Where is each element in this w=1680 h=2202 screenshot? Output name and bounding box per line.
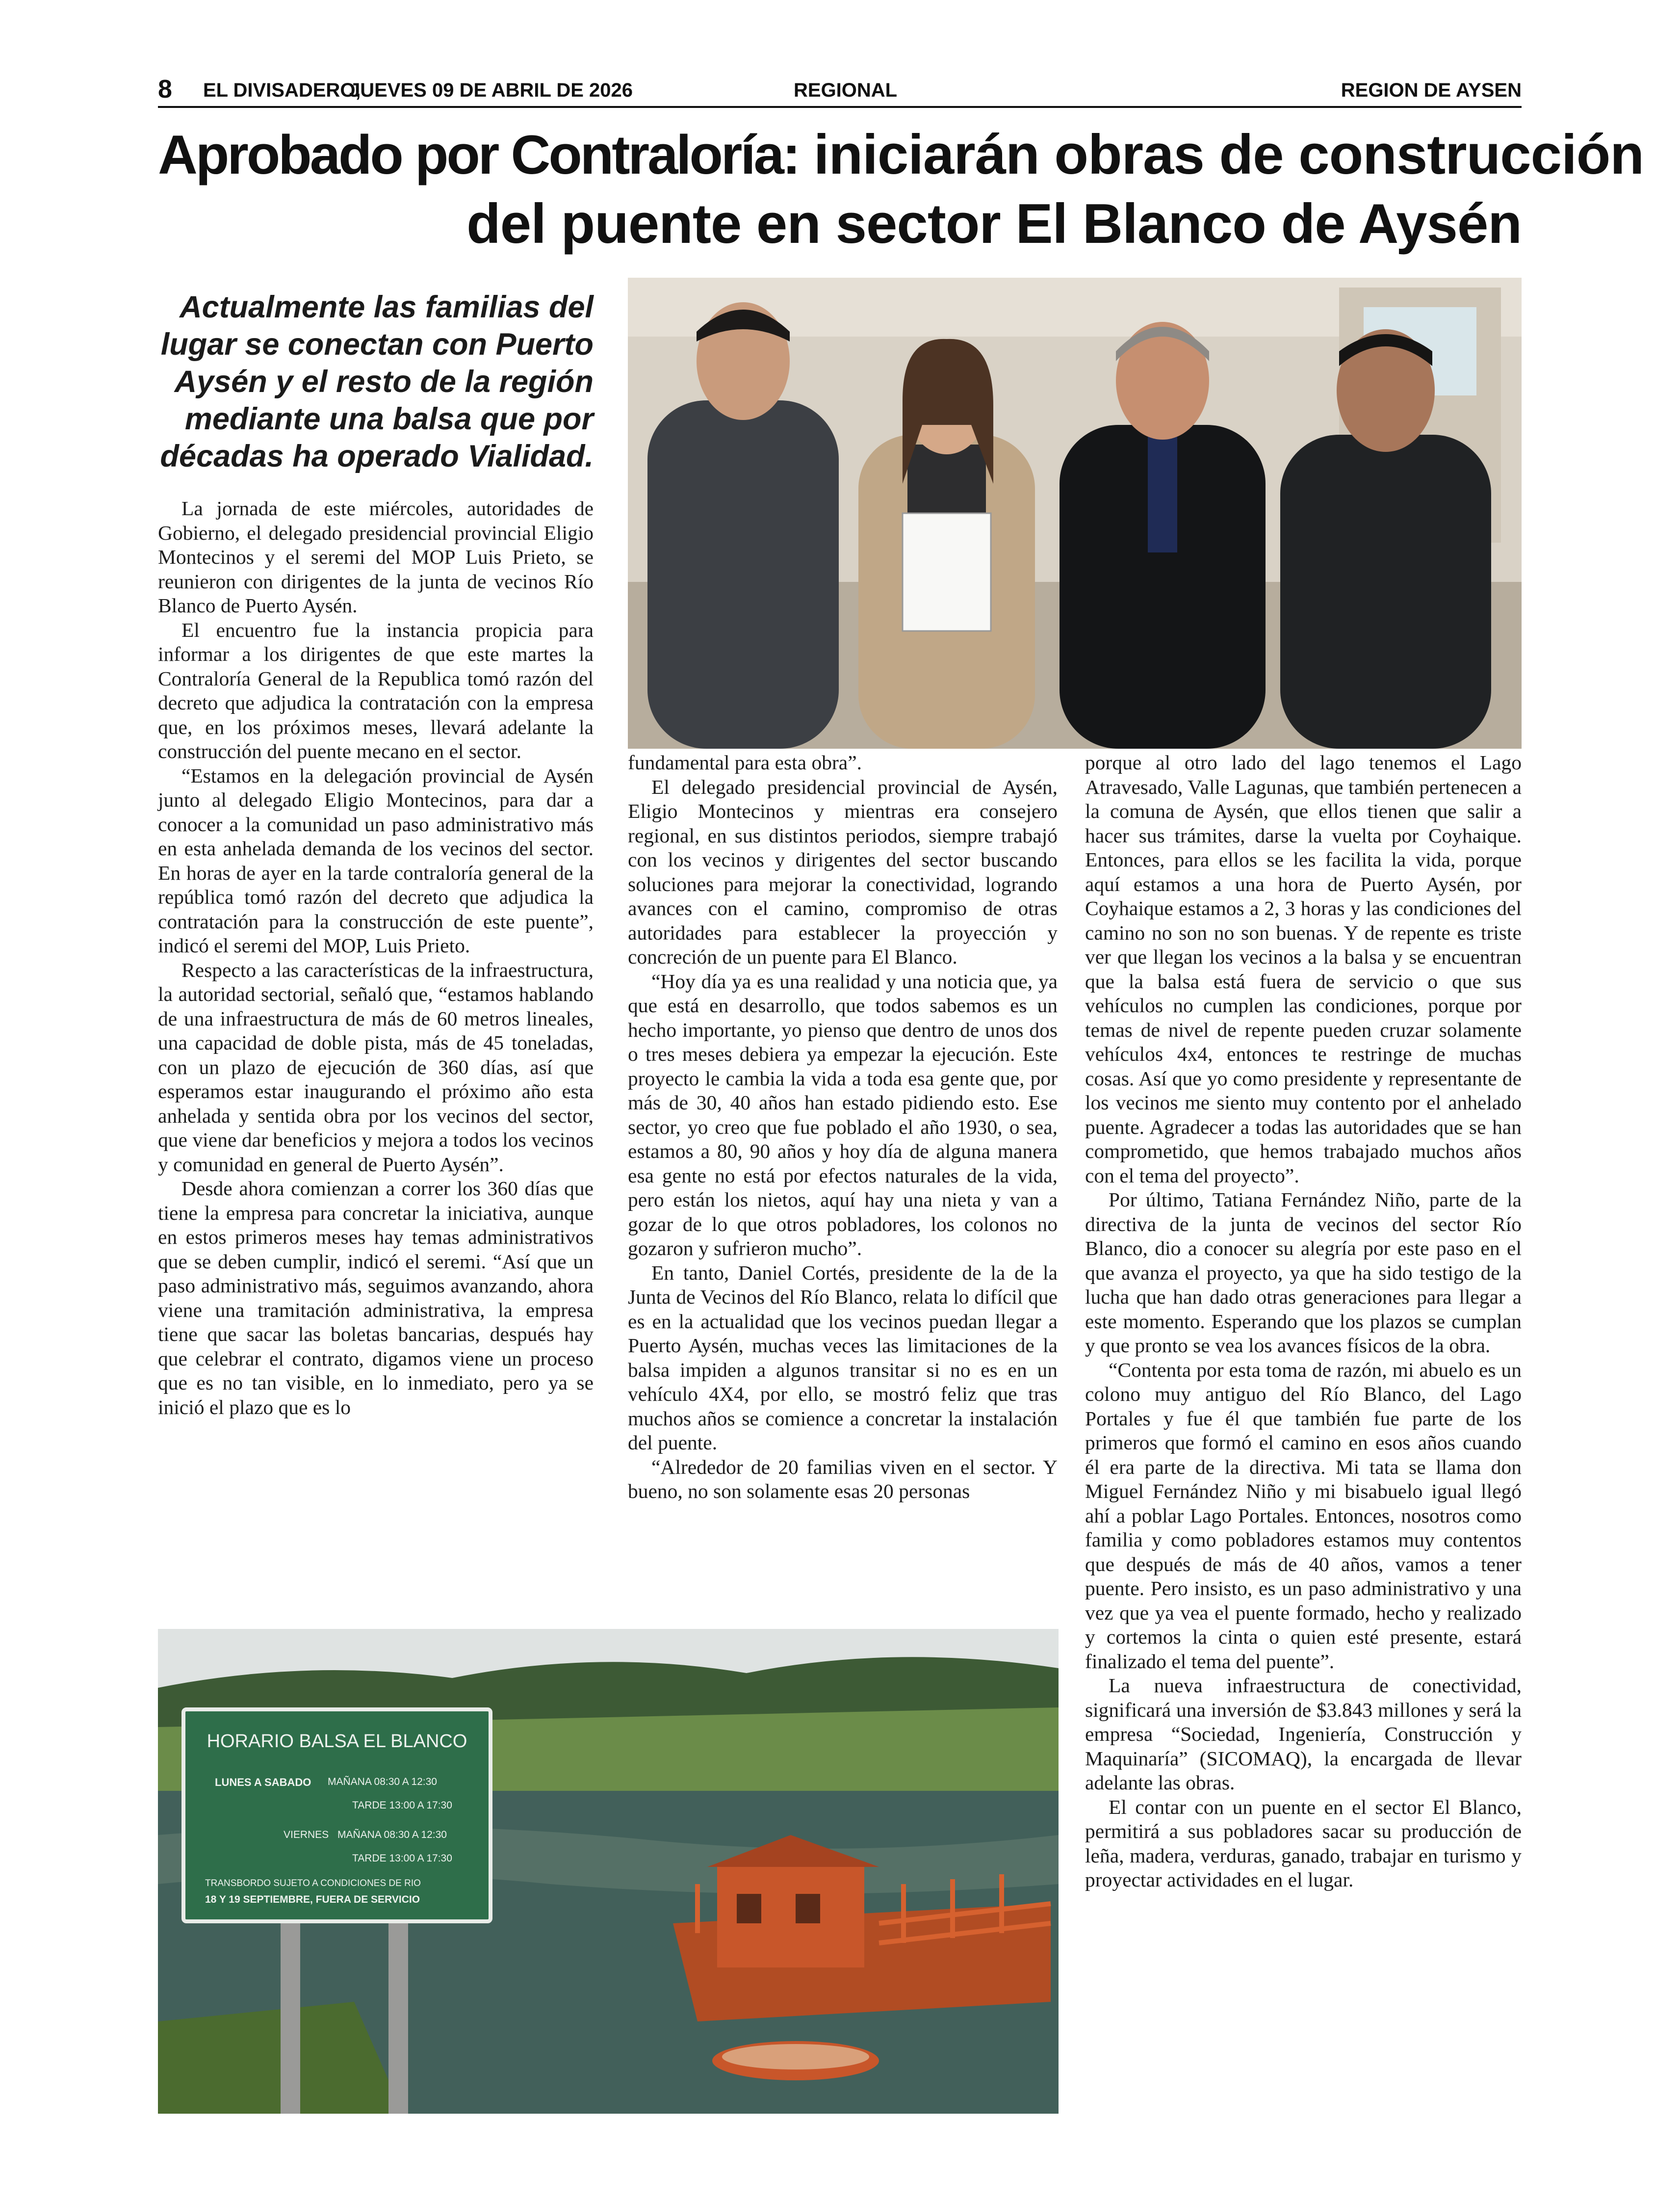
paragraph: fundamental para esta obra”. — [628, 751, 862, 774]
paragraph: El contar con un puente en el sector El Blanco, permitirá a sus pobladores sacar su producción de leña, madera, verduras, ganado, trabajar en turismo y proyectar actividades en el lugar. — [1085, 1795, 1522, 1891]
paragraph: El delegado presidencial provincial de Aysén, Eligio Montecinos y mientras era consejero regional, en sus distintos periodos, siempre trabajó con los vecinos y dirigentes del sector buscando soluciones para mejorar la conectividad, logrando avances con el camino, compromiso de otras autoridades para establecer la proyección y concreción de un puente para El Blanco. — [628, 775, 1058, 968]
ferry-schedule-sign — [181, 1707, 492, 1923]
headline-line-2: del puente en sector El Blanco de Aysén — [466, 193, 1522, 255]
paragraph: porque al otro lado del lago tenemos el Lago Atravesado, Valle Lagunas, que también pertenecen a la comuna de Aysén, que ellos tienen que salir a hacer sus trámites, darse la vuelta por Coyhaique. Entonces, para ellos se les facilita la vida, porque aquí estamos a una hora de Puerto Aysén, por Coyhaique estamos a 2, 3 horas y las condiciones del camino no son no son buenas. Y de repente es triste ver que llegan los vecinos a la balsa y se encuentran que la balsa está fuera de servicio o que sus vehículos no cumplen las condiciones, porque por temas de nivel de repente pueden cruzar solamente vehículos 4x4, entonces te restringe de muchas cosas. Así que yo como presidente y representante de los vecinos me siento muy contento por el anhelado puente. Agradecer a todas las autoridades que se han comprometido, que hemos trabajado muchos años con el tema del proyecto”. — [1085, 751, 1522, 1187]
paragraph: La nueva infraestructura de conectividad, significará una inversión de $3.843 millones y será la empresa “Sociedad, Ingeniería, Construcción y Maquinaría” (SICOMAQ), la encargada de llevar adelante las obras. — [1085, 1674, 1522, 1794]
ferry-photo — [158, 1629, 1059, 2114]
region-label: REGION DE AYSEN — [1341, 79, 1522, 101]
paragraph: “Alrededor de 20 familias viven en el sector. Y bueno, no son solamente esas 20 personas — [628, 1455, 1058, 1502]
header-rule — [158, 106, 1522, 108]
sign-row2-morning: MAÑANA 08:30 A 12:30 — [337, 1829, 447, 1840]
paragraph: “Contenta por esta toma de razón, mi abuelo es un colono muy antiguo del Río Blanco, del Lago Portales y fue él que también fue parte de los primeros que formó el camino en esos años cuando él era parte de la directiva. Mi tata se llama don Miguel Fernández Niño y mi bisabuelo igual llegó ahí a poblar Lago Portales. Entonces, nosotros como familia y como pobladores estamos muy contentos que después de más de 40 años, vamos a tener puente. Pero insisto, es un paso administrativo y una vez que ya vea el puente formado, hecho y realizado y cortemos la cinta o quien esté presente, estará finalizado el tema del puente”. — [1085, 1358, 1522, 1673]
paragraph: Por último, Tatiana Fernández Niño, parte de la directiva de la junta de vecinos del sector Río Blanco, dio a conocer su alegría por este paso en el que avanza el proyecto, ya que ha sido testigo de la lucha que han dado otras generaciones para llegar a este momento. Esperando que los plazos se cumplan y que pronto se vea los avances físicos de la obra. — [1085, 1188, 1522, 1357]
sign-row1-morning: MAÑANA 08:30 A 12:30 — [328, 1776, 437, 1787]
sign-row1-day: LUNES A SABADO — [215, 1776, 311, 1788]
sign-note-2: 18 Y 19 SEPTIEMBRE, FUERA DE SERVICIO — [205, 1894, 420, 1905]
paragraph: En tanto, Daniel Cortés, presidente de la de la Junta de Vecinos del Río Blanco, relata lo difícil que es en la actualidad que los vecinos puedan llegar a Puerto Aysén, muchas veces las limitaciones de la balsa impiden a algunos transitar si no es en un vehículo 4X4, por ello, se mostró feliz que tras muchos años se comience a concretar la instalación del puente. — [628, 1261, 1058, 1454]
headline-line-1-rest: iniciarán obras de construcción — [813, 124, 1644, 186]
sign-note: TRANSBORDO SUJETO A CONDICIONES DE RIO — [205, 1878, 421, 1888]
headline-bold-prefix: Aprobado por Contraloría: — [158, 124, 799, 185]
sign-row2-afternoon: TARDE 13:00 A 17:30 — [352, 1853, 452, 1864]
publication-name: EL DIVISADERO, — [203, 79, 361, 101]
sign-title: HORARIO BALSA EL BLANCO — [207, 1731, 467, 1752]
paragraph: Respecto a las características de la infraestructura, la autoridad sectorial, señaló que, “estamos hablando de una infraestructura de más de 60 metros lineales, una capacidad de doble pista, más de 45 toneladas, con un plazo de ejecución de 360 días, así que esperamos estar inaugurando el próximo año esta anhelada y sentida obra por los vecinos del sector, que viene dar beneficios y mejora a todos los vecinos y comunidad en general de Puerto Aysén”. — [158, 958, 594, 1176]
headline-line-1 — [158, 121, 1644, 189]
sign-row2-day: VIERNES — [284, 1829, 329, 1840]
article-column-1 — [158, 497, 594, 1610]
paragraph: “Hoy día ya es una realidad y una noticia que, ya que está en desarrollo, que todos sabemos es un hecho importante, yo pienso que dentro de unos dos o tres meses debiera ya empezar la ejecución. Este proyecto le cambia la vida a toda esa gente que, por más de 30, 40 años han estado pidiendo esto. Ese sector, yo creo que fue poblado el año 1930, o sea, estamos a 80, 90 años y hoy día de alguna manera esa gente no está por efectos naturales de la vida, pero están los nietos, aquí hay una nieta y van a gozar de lo que otros pobladores, los colonos no gozaron y sufrieron mucho”. — [628, 970, 1058, 1259]
paragraph: La jornada de este miércoles, autoridades de Gobierno, el delegado presidencial provincial Eligio Montecinos y el seremi del MOP Luis Prieto, se reunieron con dirigentes de la junta de vecinos Río Blanco de Puerto Aysén. — [158, 497, 594, 617]
article-column-2 — [628, 751, 1058, 1614]
article-column-3 — [1085, 751, 1522, 2110]
issue-date: JUEVES 09 DE ABRIL DE 2026 — [349, 79, 633, 101]
group-photo — [628, 278, 1522, 749]
sign-row1-afternoon: TARDE 13:00 A 17:30 — [352, 1800, 452, 1811]
page-number: 8 — [158, 75, 172, 104]
article-lead: Actualmente las familias del lugar se conectan con Puerto Aysén y el resto de la región mediante una balsa que por décadas ha operado Vialidad. — [160, 290, 594, 473]
paragraph: Desde ahora comienzan a correr los 360 días que tiene la empresa para concretar la iniciativa, aunque en estos primeros meses hay temas administrativos que se deben cumplir, indicó el seremi. “Así que un paso administrativo más, seguimos avanzando, ahora viene una tramitación administrativa, la empresa tiene que sacar las boletas bancarias, después hay que celebrar el contrato, digamos viene un proceso que es no tan visible, en lo inmediato, pero ya se inició el plazo que es lo — [158, 1177, 594, 1418]
section-label: REGIONAL — [794, 79, 898, 101]
paragraph: “Estamos en la delegación provincial de Aysén junto al delegado Eligio Montecinos, para dar a conocer a la comunidad un paso administrativo más en esta anhelada demanda de los vecinos del sector. En horas de ayer en la tarde contraloría general de la república tomó razón del decreto que adjudica la contratación para la construcción de este puente”, indicó el seremi del MOP, Luis Prieto. — [158, 764, 594, 957]
paragraph: El encuentro fue la instancia propicia para informar a los dirigentes de que este martes la Contraloría General de la Republica tomó razón del decreto que adjudica la contratación con la empresa que, en los próximos meses, llevará adelante la construcción del puente mecano en el sector. — [158, 618, 594, 762]
